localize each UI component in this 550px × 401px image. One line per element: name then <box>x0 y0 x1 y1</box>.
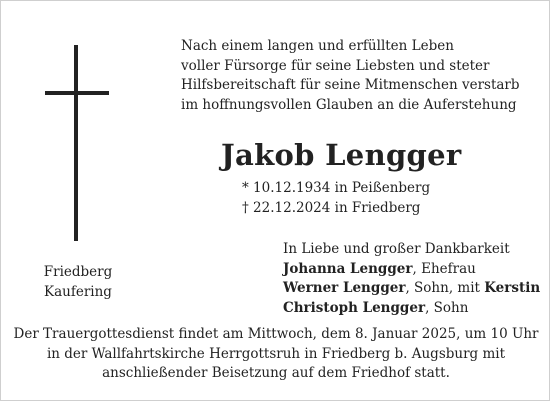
place-item: Friedberg <box>43 264 113 280</box>
latin-cross-icon <box>45 45 109 241</box>
service-line: Der Trauergottesdienst findet am Mittwoch, dem 8. Januar 2025, um 10 Uhr <box>13 326 539 342</box>
survivor-row <box>283 260 540 280</box>
intro-line: voller Fürsorge für seine Liebsten und steter <box>181 57 490 74</box>
service-line: anschließender Beisetzung auf dem Friedhof statt. <box>102 365 450 382</box>
survivor-row <box>283 279 540 299</box>
life-dates <box>242 179 430 218</box>
cross-vertical-bar <box>74 45 78 241</box>
survivors-heading: In Liebe und großer Dankbarkeit <box>283 241 510 257</box>
survivor-name: Johanna Lengger <box>283 260 413 277</box>
intro-line: Nach einem langen und erfüllten Leben <box>181 38 454 54</box>
intro-text <box>181 37 520 115</box>
funeral-service-info <box>1 325 550 384</box>
survivor-name: Christoph Lengger <box>283 299 426 316</box>
places-of-residence <box>1 263 155 302</box>
survivor-relation: , Sohn <box>425 299 469 316</box>
intro-line: Hilfsbereitschaft für seine Mitmenschen verstarb <box>181 77 520 94</box>
place-item: Kaufering <box>44 283 112 300</box>
survivor-relation: , Sohn, mit <box>405 280 485 297</box>
survivor-relation: , Ehefrau <box>412 260 476 277</box>
survivor-name: Kerstin <box>484 280 541 297</box>
intro-line: im hoffnungsvollen Glauben an die Auferstehung <box>181 96 517 113</box>
service-line: in der Wallfahrtskirche Herrgottsruh in Friedberg b. Augsburg mit <box>46 345 506 362</box>
cross-horizontal-bar <box>45 91 109 95</box>
birth-date: * 10.12.1934 in Peißenberg <box>242 180 431 196</box>
survivor-row <box>283 299 540 319</box>
survivor-name: Werner Lengger <box>283 280 406 297</box>
death-date: † 22.12.2024 in Friedberg <box>242 199 421 216</box>
survivors-block <box>283 240 540 318</box>
deceased-name: Jakob Lengger <box>221 138 462 172</box>
